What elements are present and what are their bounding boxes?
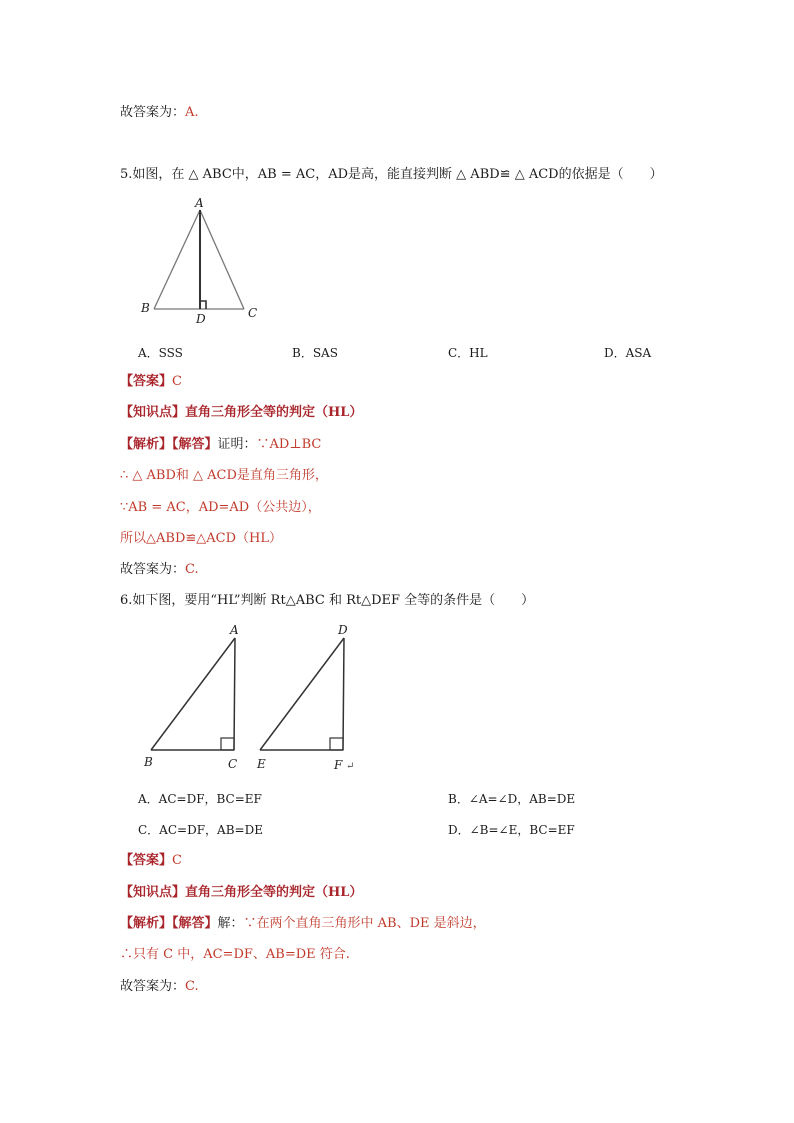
answer-value: C [172,374,182,389]
q5-option-c: C．HL [448,346,488,360]
q5-label-c: C [248,306,258,320]
q6-label-d: D [338,623,348,637]
answer-suffix: . [194,105,199,120]
knowledge-tag: 【知识点】 [120,405,186,420]
q6-option-d: D．∠B=∠E，BC=EF [448,823,575,837]
q5-label-d: D [196,312,206,326]
q6-label-f: F [334,758,343,772]
analysis-tag: 【解析】【解答】 [120,437,218,452]
knowledge-text: 直角三角形全等的判定（HL） [185,885,363,900]
answer-tag: 【答案】 [120,374,173,389]
conclusion-value: C. [185,562,199,577]
q6-step-1: ∴只有 C 中，AC=DF、AB=DE 符合. [120,947,350,962]
q6-answer-line [120,852,182,870]
q6-analysis-line [120,915,486,933]
q5-answer-line [120,373,182,391]
q5-label-a: A [195,196,204,210]
answer-value: A [185,105,195,120]
q6-label-a: A [230,623,239,637]
analysis-prefix: 解： [217,916,244,931]
q5-option-d: D．ASA [604,346,652,360]
analysis-tag: 【解析】【解答】 [120,916,218,931]
q6-conclusion [120,978,199,996]
q5-step-1: ∴ △ ABD和 △ ACD是直角三角形， [120,468,328,483]
q6-option-c: C．AC=DF，AB=DE [138,823,263,837]
q6-figure [138,620,378,775]
q5-label-b: B [141,301,150,315]
prev-answer-line [120,104,199,122]
answer-value: C [172,853,182,868]
q5-option-a: A．SSS [138,346,183,360]
conclusion-prefix: 故答案为： [120,562,186,577]
conclusion-value: C. [185,979,199,994]
q5-knowledge-line [120,404,362,422]
q6-label-b: B [144,755,153,769]
q6-question: 6.如下图，要用“HL”判断 Rt△ABC 和 Rt△DEF 全等的条件是（ ） [120,593,535,608]
q5-option-b: B．SAS [292,346,338,360]
q5-step-3: 所以△ABD≌△ACD（HL） [120,531,282,546]
knowledge-tag: 【知识点】 [120,885,186,900]
analysis-first: ∵AD⊥BC [256,437,322,452]
return-mark: ↵ [346,761,355,772]
answer-tag: 【答案】 [120,853,173,868]
q6-option-b: B．∠A=∠D，AB=DE [448,792,576,806]
q5-question: 5.如图，在 △ ABC中，AB = AC，AD是高，能直接判断 △ ABD≌ △ ACD的依据是（ ） [120,167,663,182]
q5-figure [138,196,268,326]
q6-label-c: C [228,757,238,771]
q5-conclusion [120,561,199,579]
analysis-prefix: 证明： [217,437,257,452]
answer-prefix: 故答案为： [120,105,186,120]
analysis-first: ∵在两个直角三角形中 AB、DE 是斜边， [243,916,486,931]
q6-label-e: E [257,757,266,771]
q6-knowledge-line [120,884,362,902]
q5-step-2: ∵AB = AC，AD=AD（公共边）， [120,500,321,515]
conclusion-prefix: 故答案为： [120,979,186,994]
q5-analysis-line [120,436,321,454]
q6-option-a: A．AC=DF，BC=EF [138,792,262,806]
knowledge-text: 直角三角形全等的判定（HL） [185,405,363,420]
